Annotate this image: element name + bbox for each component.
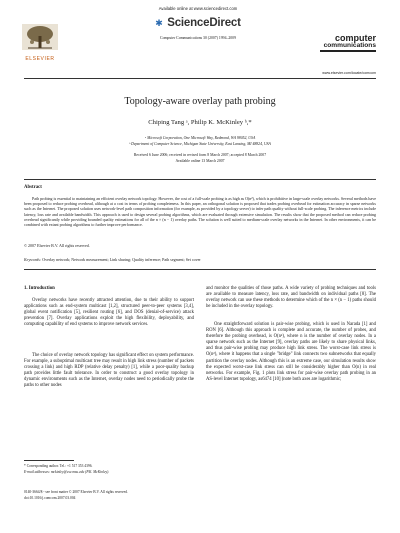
publisher-name: ELSEVIER <box>25 56 55 62</box>
journal-logo-line1: computer <box>334 33 376 43</box>
journal-logo <box>320 34 376 52</box>
abstract-text: Path probing is essential to maintaining an efficient overlay network topology. However, the cost of a full-scale probing is as high as O(n²), which is prohibitive in large-scale overlay networks. Several methods have been proposed to reduce probing overhead, although at a cost in terms of probing completeness. In this paper, an orthogonal solution is proposed that trades probing overhead for estimation accuracy in sparse networks such as the Internet. The proposed solution uses network-level path composition information (for example, as provided by a topology server) to infer path quality without full-scale probing. The inference metrics include latency, loss rate and available bandwidth. This approach is used to design several probing algorithms, which are evaluated through extensive simulation. The results show that the proposed method can reduce probing overhead significantly while providing bounded quality estimations for all of the n × (n − 1) overlay paths. The solution is well suited to medium-scale overlay networks in the Internet. In other environments, it can be combined with extant probing algorithms to further improve performance. <box>24 196 376 228</box>
sciencedirect-mark-icon: ✱ <box>155 18 163 28</box>
keywords-list: Overlay network; Network measurement; Link sharing; Quality inference; Path segment; Set cover <box>41 257 201 262</box>
keywords-label: Keywords: <box>24 257 42 262</box>
journal-logo-line2: communications <box>323 42 376 49</box>
intro-paragraph-1: Overlay networks have recently attracted attention, due to their ability to support applications such as end-system multicast [1,2], structured peer-to-peer systems [3,4], global event notification [5], resilient routing [6], and DOS (denial-of-service) attack prevention [7]. Overlay applications exploit the high flexibility, deployability, and computing capability of end systems to improve network services. <box>24 298 194 328</box>
abstract-bottom-divider <box>24 269 376 270</box>
affiliation-b: ᵇ Department of Computer Science, Michigan State University, East Lansing, MI 48824, USA <box>129 142 271 146</box>
footnote-email: E-mail addresses: mckinley@cse.msu.edu (P.K. McKinley). <box>24 470 110 474</box>
journal-reference: Computer Communications 30 (2007) 1994–2009 <box>160 36 236 40</box>
right-paragraph-2: One straightforward solution is pair-wise probing, which is used in Narada [1] and RON [6]. Although this approach is complete and accurate, the number of probes, and therefore the probing overhead, is O(n²), where n is the number of overlay nodes. In a sparse network such as the Internet [9], overlay paths are likely to share physical links, and thus pair-wise probing may produce high link stress. The worst-case link stress is O(n²), where it happens that a single "bridge" link connects two subnetworks that equally partition the overlay nodes. Although this is an extreme case, our simulation results show the expected worst-case link stress can still be considerably higher than O(n) in real networks. For example, Fig. 1 plots link stress for pair-wise overlay path probing in an AS-level Internet topology, as6474 [10] (note both axes are logarithmic; <box>206 322 376 382</box>
doi-line: doi:10.1016/j.comcom.2007.03.004 <box>24 496 76 500</box>
footnote-divider <box>24 460 74 461</box>
section-heading-introduction: 1. Introduction <box>24 286 55 291</box>
affiliation-a: ᵃ Microsoft Corporation, One Microsoft Way, Redmond, WA 98052, USA <box>144 136 256 140</box>
intro-paragraph-2: The choice of overlay network topology has significant effect on system performance. For example, a suboptimal multicast tree may result in high link stress (number of packets crossing a link) and high RDP (relative delay penalty) [1], while a poor-quality backup path provides little fault tolerance. In order to construct a good overlay topology in dynamic environments such as the Internet, overlay nodes need to periodically probe the paths to other nodes <box>24 353 194 389</box>
sciencedirect-logo: ✱ ScienceDirect <box>155 17 241 29</box>
article-title: Topology-aware overlay path probing <box>124 96 276 107</box>
journal-logo-bar <box>320 50 376 52</box>
abstract-heading: Abstract <box>24 185 42 190</box>
abstract-top-divider <box>24 179 376 180</box>
elsevier-logo <box>22 24 58 62</box>
journal-url: www.elsevier.com/locate/comcom <box>322 71 376 75</box>
abstract-copyright: © 2007 Elsevier B.V. All rights reserved. <box>24 243 90 248</box>
article-authors: Chiping Tang ᵃ, Philip K. McKinley ᵇ,* <box>148 119 252 126</box>
header-divider <box>24 78 376 79</box>
available-online-date: Available online 13 March 2007 <box>175 159 225 163</box>
elsevier-tree-icon <box>22 24 58 50</box>
keywords-line <box>24 257 376 262</box>
footnote-corresponding: * Corresponding author. Tel.: +1 517 353 4396. <box>24 464 93 468</box>
sciencedirect-header <box>128 6 268 40</box>
right-paragraph-1: and monitor the qualities of those paths. A wide variety of probing techniques and tools are available to measure latency, loss rate, and bandwidth on individual paths [8]. The overlay network can use these methods to determine which of the n × (n − 1) paths should be included in the overlay topology. <box>206 286 376 310</box>
received-dates: Received 6 June 2006; received in revised form 8 March 2007; accepted 8 March 2007 <box>133 153 267 157</box>
issn-line: 0140-3664/$ - see front matter © 2007 Elsevier B.V. All rights reserved. <box>24 490 128 494</box>
available-online-text: Available online at www.sciencedirect.com <box>158 6 238 11</box>
